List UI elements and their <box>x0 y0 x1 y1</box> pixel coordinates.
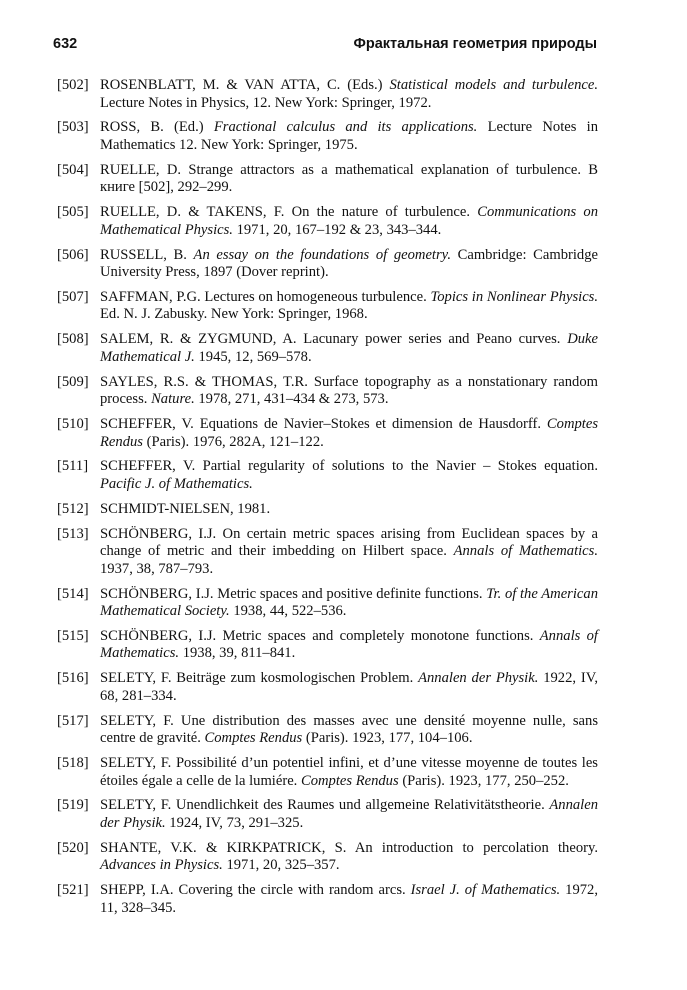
reference-text <box>100 840 598 875</box>
reference-text <box>100 331 598 366</box>
reference-number: [515] <box>57 627 89 644</box>
reference-text <box>100 289 598 324</box>
reference-text <box>100 713 598 748</box>
reference-text-segment: SAFFMAN, P.G. Lectures on homogeneous turbulence. <box>100 288 431 305</box>
reference-entry <box>57 755 598 790</box>
reference-entry <box>57 628 598 663</box>
reference-list <box>57 77 598 925</box>
reference-entry <box>57 501 598 519</box>
page-number: 632 <box>53 36 78 52</box>
reference-number: [514] <box>57 585 89 602</box>
reference-text-segment: SELETY, F. Une distribution des masses avec une densité moyenne nulle, sans centre de gravité. <box>100 712 598 747</box>
reference-entry <box>57 797 598 832</box>
reference-text-segment: Cambridge: Cambridge University Press, 1897 (Dover reprint). <box>100 246 598 281</box>
reference-text-segment: Lecture Notes in Physics, 12. New York: Springer, 1972. <box>100 94 432 111</box>
reference-text-segment: SCHEFFER, V. Partial regularity of solutions to the Navier – Stokes equation. <box>100 458 598 475</box>
reference-entry <box>57 162 598 197</box>
reference-source-title: Statistical models and turbulence. <box>389 77 598 93</box>
reference-number: [519] <box>57 797 89 814</box>
reference-text-segment: SCHÖNBERG, I.J. Metric spaces and completely monotone functions. <box>100 627 540 644</box>
reference-number: [503] <box>57 119 89 136</box>
running-title: Фрактальная геометрия природы <box>353 36 597 52</box>
reference-text-segment: 1938, 44, 522–536. <box>229 603 347 620</box>
reference-source-title: Fractional calculus and its applications. <box>213 119 478 136</box>
reference-text-segment: RUSSELL, B. <box>100 246 194 263</box>
reference-text-segment: SCHÖNBERG, I.J. On certain metric spaces arising from Euclidean spaces by a change of metric and their imbedding on Hilbert space. <box>100 525 598 560</box>
reference-number: [516] <box>57 670 89 687</box>
reference-text-segment: SHEPP, I.A. Covering the circle with random arcs. <box>100 882 411 899</box>
reference-number: [510] <box>57 416 89 432</box>
reference-text <box>100 670 598 705</box>
reference-number: [521] <box>57 882 89 899</box>
reference-number: [513] <box>57 525 89 542</box>
reference-text-segment: SELETY, F. Possibilité d’un potentiel infini, et d’une vitesse moyenne de toutes les étoiles égale a celle de la lumiére. <box>100 755 598 789</box>
reference-text <box>100 204 598 239</box>
reference-text-segment: 1922, IV, 68, 281–334. <box>100 670 599 704</box>
reference-entry <box>57 586 598 621</box>
reference-text <box>100 458 598 493</box>
reference-source-title: Advances in Physics. <box>100 857 223 874</box>
reference-text-segment: ROSENBLATT, M. & VAN ATTA, C. (Eds.) <box>100 77 390 93</box>
reference-text-segment: SCHÖNBERG, I.J. Metric spaces and positive definite functions. <box>100 585 487 602</box>
reference-number: [511] <box>57 458 89 475</box>
reference-source-title: Pacific J. of Mathematics. <box>100 475 253 492</box>
reference-text <box>100 247 598 282</box>
reference-number: [506] <box>57 246 89 263</box>
reference-entry <box>57 119 598 154</box>
reference-text-segment: SHANTE, V.K. & KIRKPATRICK, S. An introduction to percolation theory. <box>100 839 598 856</box>
reference-source-title: Comptes Rendus <box>204 730 303 747</box>
reference-number: [517] <box>57 712 89 729</box>
reference-number: [507] <box>57 288 89 305</box>
reference-number: [512] <box>57 500 89 517</box>
reference-text-segment: Lecture Notes in Mathematics 12. New York: Springer, 1975. <box>100 119 599 153</box>
reference-source-title: Communications on Mathematical Physics. <box>100 204 598 238</box>
reference-text <box>100 77 598 112</box>
reference-text-segment: 1938, 39, 811–841. <box>179 645 296 662</box>
reference-text-segment: SELETY, F. Unendlichkeit des Raumes und allgemeine Relativitätstheorie. <box>100 797 550 814</box>
reference-entry <box>57 713 598 748</box>
reference-source-title: Comptes Rendus <box>100 416 598 450</box>
reference-text <box>100 119 598 154</box>
reference-text <box>100 162 598 197</box>
page-header <box>53 36 597 56</box>
reference-text-segment: 1945, 12, 569–578. <box>194 348 312 365</box>
reference-number: [505] <box>57 204 89 221</box>
reference-entry <box>57 416 598 451</box>
reference-text <box>100 374 598 409</box>
reference-entry <box>57 247 598 282</box>
reference-text-segment: (Paris). 1923, 177, 250–252. <box>398 772 569 789</box>
reference-text <box>100 526 598 579</box>
reference-source-title: Annalen der Physik. <box>100 797 598 831</box>
reference-text-segment: SELETY, F. Beiträge zum kosmologischen Problem. <box>100 670 419 687</box>
reference-source-title: An essay on the foundations of geometry. <box>193 246 451 263</box>
reference-text <box>100 416 598 451</box>
reference-number: [518] <box>57 755 89 771</box>
reference-text <box>100 628 598 663</box>
reference-source-title: Topics in Nonlinear Physics. <box>430 288 598 305</box>
reference-text-segment: RUELLE, D. Strange attractors as a mathematical explanation of turbulence. В книге [502], 292–299. <box>100 161 598 196</box>
reference-entry <box>57 77 598 112</box>
reference-text-segment: SALEM, R. & ZYGMUND, A. Lacunary power series and Peano curves. <box>100 331 568 348</box>
reference-text-segment: RUELLE, D. & TAKENS, F. On the nature of turbulence. <box>100 204 478 221</box>
reference-text-segment: 1971, 20, 325–357. <box>222 857 340 874</box>
reference-entry <box>57 204 598 239</box>
reference-number: [509] <box>57 373 89 390</box>
reference-entry <box>57 840 598 875</box>
reference-number: [508] <box>57 331 89 348</box>
reference-text-segment: (Paris). 1976, 282A, 121–122. <box>142 433 324 450</box>
reference-entry <box>57 289 598 324</box>
reference-text <box>100 755 598 790</box>
reference-text-segment: 1937, 38, 787–793. <box>100 560 214 577</box>
reference-source-title: Nature. <box>151 391 195 408</box>
reference-text <box>100 797 598 832</box>
reference-entry <box>57 882 598 917</box>
reference-text-segment: 1972, 11, 328–345. <box>100 882 598 916</box>
reference-source-title: Tr. of the American Mathematical Society. <box>100 585 598 620</box>
reference-number: [520] <box>57 839 89 856</box>
reference-source-title: Annals of Mathematics. <box>453 543 598 560</box>
reference-text-segment: Ed. N. J. Zabusky. New York: Springer, 1968. <box>100 306 368 323</box>
reference-number: [504] <box>57 161 89 178</box>
reference-text-segment: 1978, 271, 431–434 & 273, 573. <box>194 391 389 408</box>
reference-number: [502] <box>57 77 89 93</box>
reference-text-segment: 1971, 20, 167–192 & 23, 343–344. <box>232 221 442 238</box>
reference-entry <box>57 458 598 493</box>
reference-entry <box>57 331 598 366</box>
reference-text-segment: (Paris). 1923, 177, 104–106. <box>302 730 473 747</box>
reference-entry <box>57 374 598 409</box>
reference-entry <box>57 526 598 579</box>
reference-source-title: Comptes Rendus <box>300 772 399 789</box>
reference-text <box>100 501 598 519</box>
reference-text-segment: ROSS, B. (Ed.) <box>100 119 214 136</box>
reference-text-segment: SCHMIDT-NIELSEN, 1981. <box>100 500 271 517</box>
reference-text-segment: SCHEFFER, V. Equations de Navier–Stokes et dimension de Hausdorff. <box>100 416 547 432</box>
reference-text <box>100 882 598 917</box>
reference-text <box>100 586 598 621</box>
reference-source-title: Duke Mathematical J. <box>100 331 598 365</box>
reference-entry <box>57 670 598 705</box>
reference-text-segment: SAYLES, R.S. & THOMAS, T.R. Surface topography as a nonstationary random process. <box>100 373 598 408</box>
reference-text-segment: 1924, IV, 73, 291–325. <box>165 814 304 831</box>
reference-source-title: Annals of Mathematics. <box>100 627 598 662</box>
reference-source-title: Annalen der Physik. <box>418 670 539 687</box>
reference-source-title: Israel J. of Mathematics. <box>410 882 561 899</box>
